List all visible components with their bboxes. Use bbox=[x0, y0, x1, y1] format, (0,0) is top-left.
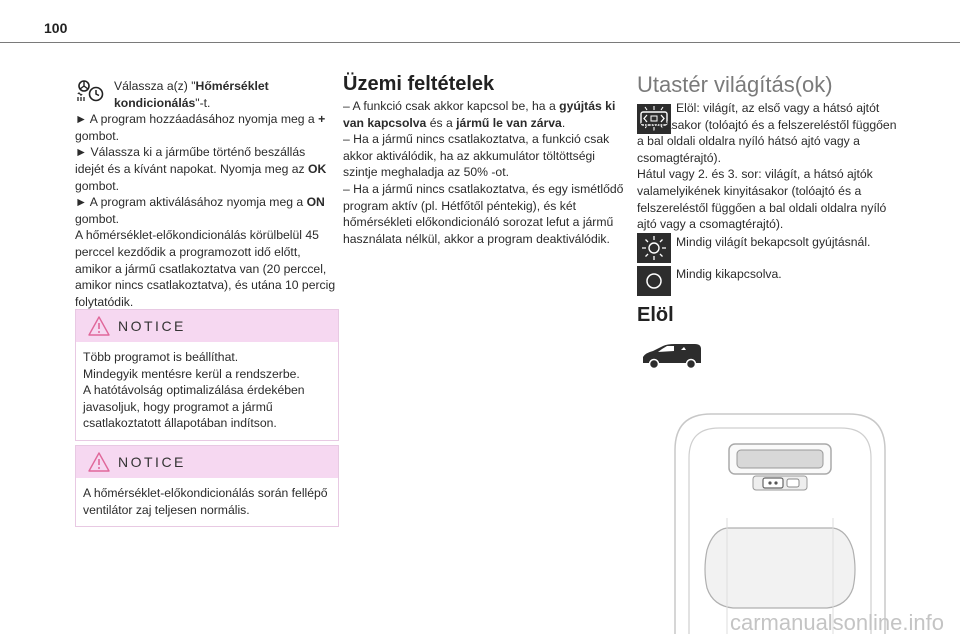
light-off-text: Mindig kikapcsolva. bbox=[676, 267, 782, 281]
step-add-program: ► A program hozzáadásához nyomja meg a + gombot. bbox=[75, 112, 326, 143]
warning-icon bbox=[88, 452, 110, 472]
section-heading-operating-conditions: Üzemi feltételek bbox=[343, 73, 495, 95]
notice-header bbox=[76, 310, 338, 342]
light-on-text: Mindig világít bekapcsolt gyújtásnál. bbox=[676, 235, 871, 249]
column-1-text bbox=[75, 78, 337, 310]
notice-title: NOTICE bbox=[118, 454, 186, 470]
column-3-text bbox=[637, 100, 899, 233]
section-heading-interior-lights: Utastér világítás(ok) bbox=[637, 72, 833, 97]
notice-body: A hőmérséklet-előkondicionálás során fellépő ventilátor zaj teljesen normális. bbox=[83, 486, 328, 517]
column-2-text bbox=[343, 98, 625, 247]
warning-icon bbox=[88, 316, 110, 336]
rear-light-text: Hátul vagy 2. és 3. sor: világít, a hátsó ajtók valamelyikének kinyitásakor (tolóajtó és a felszereléstől függően a bal oldali oldalra nyíló ajtó vagy a csomagtérajtó). bbox=[637, 167, 887, 232]
watermark-text: carmanualsonline.info bbox=[729, 610, 944, 635]
page-number: 100 bbox=[44, 20, 68, 36]
notice-box-2 bbox=[75, 445, 339, 527]
section-heading-front: Elöl bbox=[637, 304, 674, 326]
condition-battery: – Ha a jármű nincs csatlakoztatva, a funkció csak akkor aktiválódik, ha az akkumulátor töltöttségi szintje meghaladja az 50% -ot. bbox=[343, 132, 610, 180]
step-choose-time: ► Válassza ki a járműbe történő beszállás idejét és a kívánt napokat. Nyomja meg az OK gombot. bbox=[75, 145, 327, 193]
notice-header bbox=[76, 446, 338, 478]
light-on-icon bbox=[637, 233, 671, 263]
step-activate: ► A program aktiválásához nyomja meg a ON gombot. bbox=[75, 195, 325, 226]
step-select-program: Válassza a(z) "Hőmérséklet kondicionálás"-t. bbox=[114, 79, 269, 110]
ceiling-light-illustration bbox=[667, 410, 893, 636]
condition-ignition: – A funkció csak akkor kapcsol be, ha a gyújtás ki van kapcsolva és a jármű le van zárva. bbox=[343, 99, 616, 130]
timing-paragraph: A hőmérséklet-előkondicionálás körülbelül 45 perccel kezdődik a programozott idő előtt, amikor a jármű csatlakoztatva van (20 perccel, amikor nincs csatlakoztatva), és utána 10 percig folytatódik. bbox=[75, 228, 336, 309]
notice-body: Több programot is beállíthat. Mindegyik mentésre kerül a rendszerbe. A hatótávolság optimalizálása érdekében javasoljuk, hogy programot a jármű csatlakoztatott állapotában indítson. bbox=[83, 350, 305, 431]
notice-title: NOTICE bbox=[118, 318, 186, 334]
header-rule bbox=[0, 42, 960, 43]
light-off-icon bbox=[637, 266, 671, 296]
door-light-text: Elöl: világít, az első vagy a hátsó ajtót kinyitásakor (tolóajtó és a felszereléstől függően a bal oldali oldalra nyíló hátsó ajtó vagy a csomagtérajtó). bbox=[637, 101, 897, 165]
condition-recurring: – Ha a jármű nincs csatlakoztatva, és egy ismétlődő program aktív (pl. Hétfőtől péntekig), és két hőmérsékleti előkondicionáló sorozat lefut a jármű használata nélkül, akkor a program deaktiválódik. bbox=[343, 181, 624, 246]
van-icon bbox=[641, 343, 703, 369]
notice-box-1 bbox=[75, 309, 339, 441]
